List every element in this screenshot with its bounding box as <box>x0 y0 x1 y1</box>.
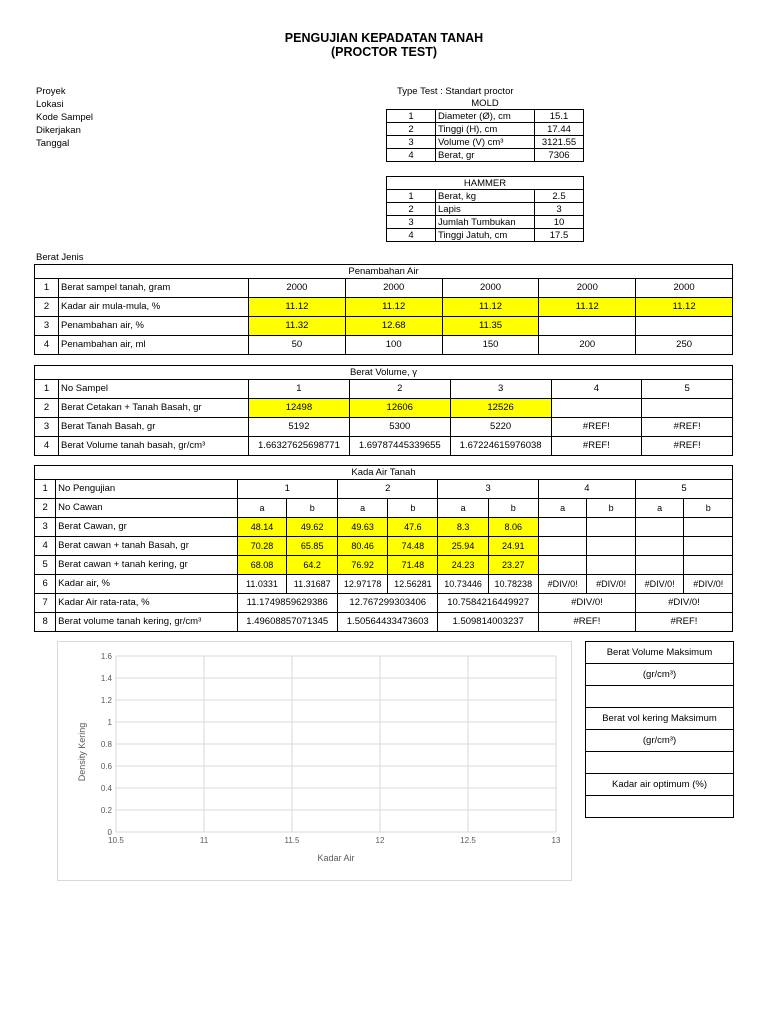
table-cell: 4 <box>551 380 642 399</box>
summary-cell: Kadar air optimum (%) <box>586 774 734 796</box>
table-header-row <box>387 97 584 110</box>
table-row <box>387 229 584 242</box>
table-cell: b <box>684 499 733 518</box>
row-no: 4 <box>387 229 436 242</box>
table-cell: #DIV/0! <box>538 575 587 594</box>
table-row <box>35 298 733 317</box>
row-no: 2 <box>387 203 436 216</box>
table-cell: 1 <box>249 380 350 399</box>
table-cell: 10.7584216449927 <box>438 594 538 613</box>
table-cell: 1.50564433473603 <box>337 613 437 632</box>
table-cell: 74.48 <box>388 537 438 556</box>
row-label: Berat volume tanah kering, gr/cm³ <box>56 613 237 632</box>
y-tick-label: 1 <box>107 718 112 727</box>
table-row <box>387 203 584 216</box>
table-cell: 11.31687 <box>287 575 338 594</box>
table-row <box>35 418 733 437</box>
row-no: 7 <box>35 594 56 613</box>
row-no: 1 <box>387 190 436 203</box>
table-cell: b <box>287 499 338 518</box>
page-subtitle: (PROCTOR TEST) <box>330 45 438 59</box>
table-cell: 2000 <box>249 279 346 298</box>
table-cell: 5 <box>642 380 733 399</box>
table-header-row <box>387 177 584 190</box>
table-cell <box>642 399 733 418</box>
table-cell: 11.12 <box>249 298 346 317</box>
row-label: Kadar air, % <box>56 575 237 594</box>
row-no: 2 <box>35 399 59 418</box>
table-cell: 12.68 <box>345 317 442 336</box>
row-label: No Sampel <box>59 380 249 399</box>
x-tick-label: 10.5 <box>108 836 124 845</box>
row-label: No Cawan <box>56 499 237 518</box>
mold-table <box>386 97 584 162</box>
table-row <box>35 518 733 537</box>
table-cell <box>587 518 636 537</box>
table-cell <box>538 556 587 575</box>
table-cell <box>635 518 684 537</box>
table-cell: #DIV/0! <box>635 575 684 594</box>
x-tick-label: 12 <box>375 836 385 845</box>
row-no: 4 <box>35 437 59 456</box>
berat-volume-table <box>34 365 733 456</box>
table-row <box>387 123 584 136</box>
table-cell: 2000 <box>345 279 442 298</box>
table-cell: #REF! <box>635 613 732 632</box>
table-cell <box>538 537 587 556</box>
table-cell <box>551 399 642 418</box>
table-cell <box>684 518 733 537</box>
x-tick-label: 13 <box>551 836 561 845</box>
table-cell: #REF! <box>551 437 642 456</box>
table-row <box>586 774 734 796</box>
table-cell: 10.73446 <box>438 575 488 594</box>
table-cell: 3 <box>450 380 551 399</box>
berat-jenis-label: Berat Jenis <box>36 252 84 263</box>
row-label: Diameter (Ø), cm <box>436 110 535 123</box>
row-label: Kadar Air rata-rata, % <box>56 594 237 613</box>
summary-cell <box>586 796 734 818</box>
table-cell <box>538 518 587 537</box>
table-cell: a <box>635 499 684 518</box>
row-label: Penambahan air, ml <box>59 336 249 355</box>
table-cell: 1 <box>237 480 337 499</box>
table-row <box>35 336 733 355</box>
info-label: Lokasi <box>36 99 64 110</box>
table-cell: 5220 <box>450 418 551 437</box>
penambahan-air-table <box>34 264 733 355</box>
table-cell: #REF! <box>642 437 733 456</box>
table-cell: a <box>538 499 587 518</box>
hammer-table <box>386 176 584 242</box>
table-cell <box>587 556 636 575</box>
x-axis-label: Kadar Air <box>317 853 355 863</box>
row-label: Berat Cetakan + Tanah Basah, gr <box>59 399 249 418</box>
table-cell <box>635 556 684 575</box>
table-cell: 2 <box>337 480 437 499</box>
row-value: 3 <box>535 203 584 216</box>
mold-header: MOLD <box>387 97 584 110</box>
table-cell: 8.3 <box>438 518 488 537</box>
table-cell: 49.62 <box>287 518 338 537</box>
table-cell: a <box>237 499 287 518</box>
table-cell: 23.27 <box>488 556 538 575</box>
y-tick-label: 0.6 <box>100 762 112 771</box>
table-cell: b <box>587 499 636 518</box>
table-cell <box>684 556 733 575</box>
table-cell: 12.767299303406 <box>337 594 437 613</box>
table-cell: #DIV/0! <box>635 594 732 613</box>
table-cell: 1.509814003237 <box>438 613 538 632</box>
info-label: Dikerjakan <box>36 125 81 136</box>
table-row <box>35 537 733 556</box>
table-cell: 12526 <box>450 399 551 418</box>
table-cell: 2000 <box>442 279 539 298</box>
table-row <box>35 279 733 298</box>
row-label: Berat, gr <box>436 149 535 162</box>
y-tick-label: 0.8 <box>100 740 112 749</box>
row-value: 17.44 <box>535 123 584 136</box>
row-value: 2.5 <box>535 190 584 203</box>
table-cell: 1.69787445339655 <box>349 437 450 456</box>
table-cell: b <box>388 499 438 518</box>
table-cell <box>635 537 684 556</box>
y-tick-label: 1.2 <box>100 696 112 705</box>
type-test-label: Type Test : Standart proctor <box>397 86 514 97</box>
table-cell: 76.92 <box>337 556 387 575</box>
table-cell: 12.97178 <box>337 575 387 594</box>
table-row <box>387 190 584 203</box>
table-cell: 48.14 <box>237 518 287 537</box>
y-tick-label: 1.4 <box>100 674 112 683</box>
table-cell: 47.6 <box>388 518 438 537</box>
row-no: 2 <box>387 123 436 136</box>
table-cell: 10.78238 <box>488 575 538 594</box>
table-row <box>586 752 734 774</box>
table-cell: 64.2 <box>287 556 338 575</box>
info-label: Kode Sampel <box>36 112 94 123</box>
row-no: 2 <box>35 499 56 518</box>
table-cell: 11.0331 <box>237 575 287 594</box>
table-cell <box>539 317 636 336</box>
row-no: 8 <box>35 613 56 632</box>
table-cell: 11.1749859629386 <box>237 594 337 613</box>
t2-header: Berat Volume, γ <box>35 366 733 380</box>
table-row <box>586 796 734 818</box>
row-label: Kadar air mula-mula, % <box>59 298 249 317</box>
row-label: Tinggi Jatuh, cm <box>436 229 535 242</box>
table-row <box>35 575 733 594</box>
table-cell: 24.91 <box>488 537 538 556</box>
table-cell: 1.49608857071345 <box>237 613 337 632</box>
row-value: 7306 <box>535 149 584 162</box>
table-cell: 70.28 <box>237 537 287 556</box>
y-tick-label: 1.6 <box>100 652 112 661</box>
row-no: 1 <box>387 110 436 123</box>
table-row <box>35 437 733 456</box>
table-row <box>586 708 734 730</box>
table-cell: 11.32 <box>249 317 346 336</box>
table-cell: 71.48 <box>388 556 438 575</box>
table-cell: 150 <box>442 336 539 355</box>
row-label: Volume (V) cm³ <box>436 136 535 149</box>
table-header-row <box>35 466 733 480</box>
table-cell: a <box>438 499 488 518</box>
row-no: 3 <box>387 136 436 149</box>
table-cell: 2000 <box>539 279 636 298</box>
table-row <box>35 480 733 499</box>
table-row <box>586 664 734 686</box>
table-cell: 2000 <box>636 279 733 298</box>
table-cell: 11.35 <box>442 317 539 336</box>
table-row <box>35 317 733 336</box>
row-label: Penambahan air, % <box>59 317 249 336</box>
row-no: 3 <box>387 216 436 229</box>
row-no: 2 <box>35 298 59 317</box>
row-label: Lapis <box>436 203 535 216</box>
table-cell: 11.12 <box>636 298 733 317</box>
row-value: 10 <box>535 216 584 229</box>
table-cell: 5192 <box>249 418 350 437</box>
table-cell: 100 <box>345 336 442 355</box>
y-tick-label: 0 <box>107 828 112 837</box>
table-cell: 12.56281 <box>388 575 438 594</box>
table-cell <box>684 537 733 556</box>
summary-cell: Berat vol kering Maksimum <box>586 708 734 730</box>
table-cell: 50 <box>249 336 346 355</box>
row-label: Tinggi (H), cm <box>436 123 535 136</box>
table-cell: 200 <box>539 336 636 355</box>
row-no: 3 <box>35 418 59 437</box>
summary-cell: Berat Volume Maksimum <box>586 642 734 664</box>
table-cell: #DIV/0! <box>684 575 733 594</box>
page-title: PENGUJIAN KEPADATAN TANAH <box>284 31 484 45</box>
row-no: 4 <box>35 537 56 556</box>
row-label: Berat Cawan, gr <box>56 518 237 537</box>
table-row <box>387 149 584 162</box>
table-row <box>35 499 733 518</box>
table-cell: 12498 <box>249 399 350 418</box>
row-no: 5 <box>35 556 56 575</box>
row-no: 1 <box>35 279 59 298</box>
table-cell: 80.46 <box>337 537 387 556</box>
kadar-air-table <box>34 465 733 632</box>
table-cell: 12606 <box>349 399 450 418</box>
table-cell: 11.12 <box>345 298 442 317</box>
table-header-row <box>35 265 733 279</box>
table-header-row <box>35 366 733 380</box>
chart-svg <box>58 642 571 880</box>
table-row <box>387 110 584 123</box>
t3-header: Kada Air Tanah <box>35 466 733 480</box>
row-label: Berat sampel tanah, gram <box>59 279 249 298</box>
row-label: Berat cawan + tanah Basah, gr <box>56 537 237 556</box>
row-no: 4 <box>387 149 436 162</box>
row-label: Jumlah Tumbukan <box>436 216 535 229</box>
table-cell: 5 <box>635 480 732 499</box>
summary-cell <box>586 752 734 774</box>
table-row <box>35 380 733 399</box>
y-axis-label: Density Kering <box>77 722 87 782</box>
summary-side-table <box>585 641 734 818</box>
table-cell: 68.08 <box>237 556 287 575</box>
table-cell <box>587 537 636 556</box>
row-value: 3121.55 <box>535 136 584 149</box>
table-row <box>586 686 734 708</box>
row-no: 1 <box>35 480 56 499</box>
row-no: 3 <box>35 317 59 336</box>
table-cell: 25.94 <box>438 537 488 556</box>
table-cell: #DIV/0! <box>538 594 635 613</box>
row-label: Berat Volume tanah basah, gr/cm³ <box>59 437 249 456</box>
table-cell: #REF! <box>538 613 635 632</box>
x-tick-label: 12.5 <box>460 836 476 845</box>
table-cell: 3 <box>438 480 538 499</box>
compaction-chart <box>57 641 572 881</box>
summary-cell: (gr/cm³) <box>586 664 734 686</box>
row-no: 1 <box>35 380 59 399</box>
row-no: 4 <box>35 336 59 355</box>
row-no: 6 <box>35 575 56 594</box>
row-no: 3 <box>35 518 56 537</box>
table-row <box>586 642 734 664</box>
x-tick-label: 11.5 <box>284 836 300 845</box>
row-label: Berat, kg <box>436 190 535 203</box>
row-value: 15.1 <box>535 110 584 123</box>
y-tick-label: 0.4 <box>100 784 112 793</box>
table-cell: 49.63 <box>337 518 387 537</box>
row-label: Berat cawan + tanah kering, gr <box>56 556 237 575</box>
table-cell: #DIV/0! <box>587 575 636 594</box>
table-row <box>35 594 733 613</box>
table-cell: a <box>337 499 387 518</box>
table-cell: 65.85 <box>287 537 338 556</box>
table-row <box>35 399 733 418</box>
table-row <box>387 136 584 149</box>
table-cell: 1.66327625698771 <box>249 437 350 456</box>
table-row <box>586 730 734 752</box>
summary-cell <box>586 686 734 708</box>
table-cell: b <box>488 499 538 518</box>
table-row <box>387 216 584 229</box>
table-row <box>35 556 733 575</box>
table-cell: 250 <box>636 336 733 355</box>
table-cell <box>636 317 733 336</box>
table-cell: 2 <box>349 380 450 399</box>
table-cell: 1.67224615976038 <box>450 437 551 456</box>
table-cell: 8.06 <box>488 518 538 537</box>
table-cell: 5300 <box>349 418 450 437</box>
y-tick-label: 0.2 <box>100 806 112 815</box>
x-tick-label: 11 <box>199 836 209 845</box>
table-cell: 24.23 <box>438 556 488 575</box>
t1-header: Penambahan Air <box>35 265 733 279</box>
table-cell: #REF! <box>551 418 642 437</box>
table-row <box>35 613 733 632</box>
table-cell: 11.12 <box>442 298 539 317</box>
table-cell: #REF! <box>642 418 733 437</box>
row-label: Berat Tanah Basah, gr <box>59 418 249 437</box>
summary-cell: (gr/cm³) <box>586 730 734 752</box>
hammer-header: HAMMER <box>387 177 584 190</box>
info-label: Proyek <box>36 86 66 97</box>
table-cell: 4 <box>538 480 635 499</box>
info-label: Tanggal <box>36 138 70 149</box>
row-label: No Pengujian <box>56 480 237 499</box>
row-value: 17.5 <box>535 229 584 242</box>
table-cell: 11.12 <box>539 298 636 317</box>
